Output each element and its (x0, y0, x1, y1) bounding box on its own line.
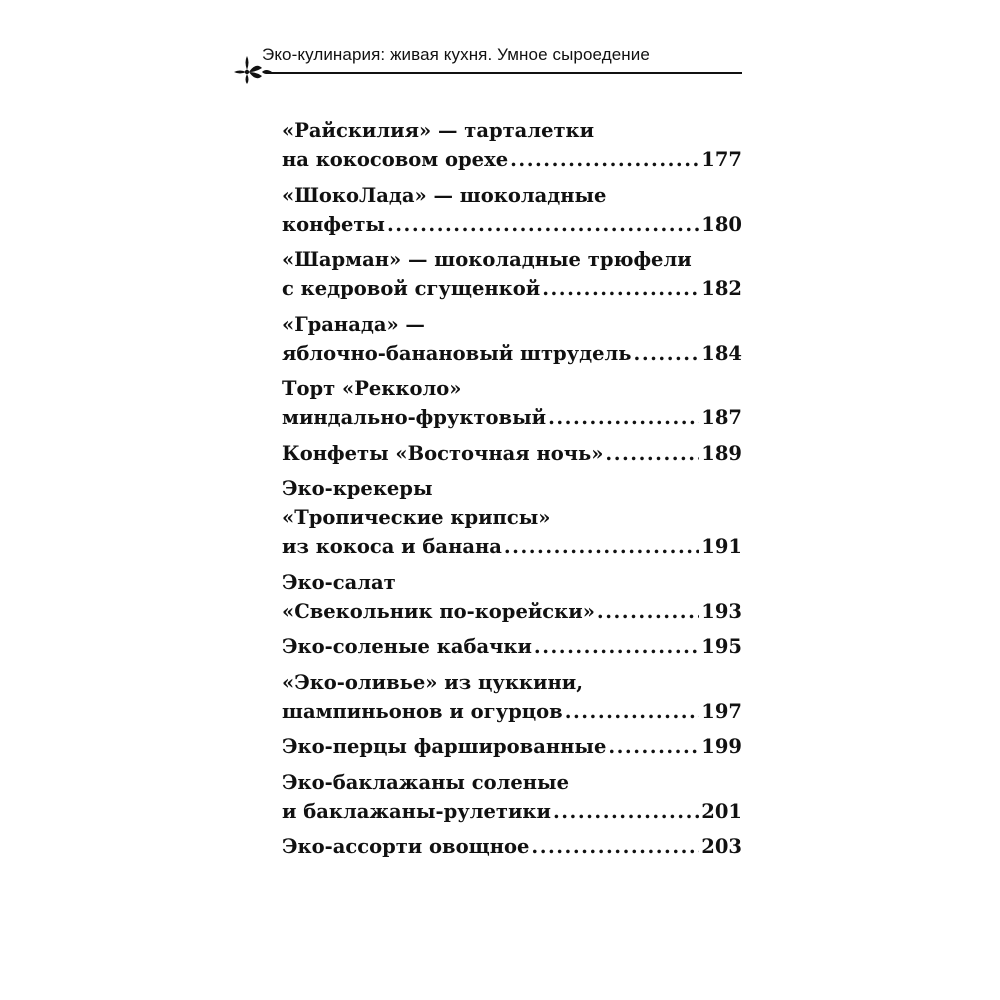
toc-entry-title-line: Эко-перцы фаршированные (282, 735, 607, 758)
toc-entry (282, 668, 742, 726)
toc-entry-title-line: на кокосовом орехе (282, 148, 509, 171)
table-of-contents (282, 116, 742, 868)
toc-page-number: 189 (701, 441, 742, 465)
toc-entry-title-line: «Эко-оливье» из цуккини, (282, 670, 584, 694)
toc-entry-title-line: Конфеты «Восточная ночь» (282, 441, 604, 465)
toc-page-number: 203 (701, 835, 742, 858)
dot-leader (634, 339, 700, 368)
toc-entry-last-line (282, 632, 742, 661)
toc-entry-title-line: «ШокоЛада» — шоколадные (282, 183, 607, 207)
toc-entry-last-line (282, 532, 742, 561)
dot-leader (548, 403, 699, 432)
running-head (232, 40, 752, 90)
toc-entry (282, 116, 742, 174)
toc-entry-title-line: «Свекольник по-корейски» (282, 599, 595, 623)
toc-entry (282, 832, 742, 861)
toc-entry-title-line: из кокоса и банана (282, 535, 502, 558)
toc-page-number: 191 (701, 535, 742, 558)
toc-page-number: 199 (701, 735, 742, 758)
toc-entry (282, 374, 742, 432)
toc-entry-title-line: шампиньонов и огурцов (282, 699, 563, 723)
toc-entry-last-line (282, 732, 742, 761)
toc-entry-last-line (282, 439, 742, 468)
dot-leader (605, 439, 699, 468)
toc-entry-title-line: Эко-ассорти овощное (282, 835, 530, 858)
dot-leader (504, 532, 699, 561)
toc-page-number: 184 (701, 341, 742, 365)
toc-entry-last-line (282, 339, 742, 368)
running-head-title: Эко-кулинария: живая кухня. Умное сыроедение (262, 45, 650, 64)
toc-entry-title-line: с кедровой сгущенкой (282, 277, 541, 300)
dot-leader (608, 732, 699, 761)
toc-entry-title-line: «Тропические крипсы» (282, 506, 551, 529)
toc-entry (282, 245, 742, 303)
toc-entry-title-line: и баклажаны-рулетики (282, 799, 551, 823)
toc-entry-last-line (282, 597, 742, 626)
toc-entry (282, 310, 742, 368)
toc-page-number: 195 (701, 635, 742, 658)
dot-leader (542, 274, 699, 303)
toc-entry (282, 181, 742, 239)
toc-entry (282, 632, 742, 661)
toc-entry-title-line: Эко-соленые кабачки (282, 635, 532, 658)
toc-entry-title-line: «Гранада» — (282, 312, 425, 336)
dot-leader (534, 632, 699, 661)
toc-entry-title-line: Эко-салат (282, 570, 396, 594)
toc-entry-title-line: Торт «Рекколо» (282, 377, 462, 400)
toc-entry (282, 439, 742, 468)
toc-entry-last-line (282, 797, 742, 826)
toc-entry-title-line: Эко-баклажаны соленые (282, 770, 569, 794)
toc-entry-title-line: «Райскилия» — тартaлетки (282, 119, 595, 142)
toc-entry (282, 568, 742, 626)
toc-entry-last-line (282, 274, 742, 303)
toc-entry-last-line (282, 832, 742, 861)
toc-page-number: 182 (701, 277, 742, 300)
toc-entry-last-line (282, 210, 742, 239)
toc-entry (282, 474, 742, 561)
dot-leader (553, 797, 699, 826)
dot-leader (387, 210, 699, 239)
toc-entry (282, 732, 742, 761)
dot-leader (510, 145, 699, 174)
dot-leader (597, 597, 699, 626)
toc-entry-last-line (282, 697, 742, 726)
toc-entry (282, 768, 742, 826)
toc-entry-title-line: конфеты (282, 212, 385, 236)
toc-page-number: 187 (701, 406, 742, 429)
toc-entry-title-line: яблочно-банановый штрудель (282, 341, 632, 365)
toc-entry-last-line (282, 145, 742, 174)
toc-page-number: 177 (701, 148, 742, 171)
dot-leader (565, 697, 700, 726)
toc-page-number: 197 (701, 699, 742, 723)
toc-entry-title-line: Эко-крекеры (282, 477, 433, 500)
toc-entry-title-line: «Шарман» — шоколадные трюфели (282, 248, 692, 271)
toc-page-number: 193 (701, 599, 742, 623)
running-head-rule (266, 72, 742, 74)
toc-page-number: 201 (701, 799, 742, 823)
toc-page-number: 180 (701, 212, 742, 236)
toc-entry-last-line (282, 403, 742, 432)
dot-leader (531, 832, 699, 861)
toc-entry-title-line: миндально-фруктовый (282, 406, 547, 429)
